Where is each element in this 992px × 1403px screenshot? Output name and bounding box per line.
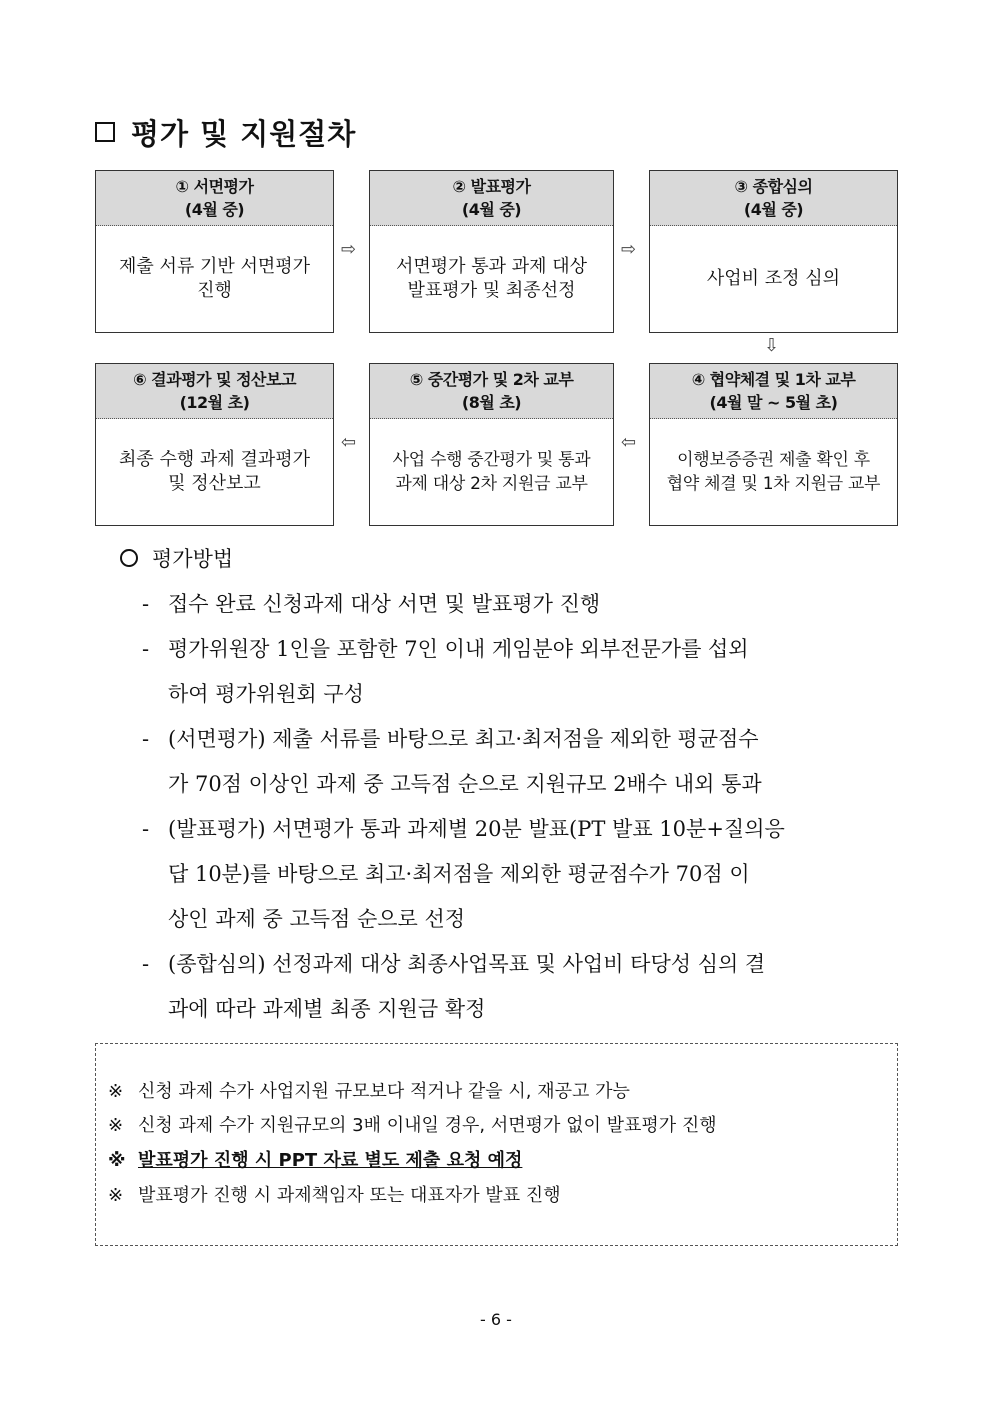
step-period: (8월 초): [461, 393, 522, 412]
step-header: [96, 171, 333, 226]
step-heading: ① 서면평가: [175, 177, 254, 196]
method-item-3-cont: 가 70점 이상인 과제 중 고득점 순으로 지원규모 2배수 내외 통과: [168, 772, 762, 796]
step-header: [370, 171, 613, 226]
method-item-5: - (종합심의) 선정과제 대상 최종사업목표 및 사업비 타당성 심의 결: [142, 952, 766, 976]
step-heading: ④ 협약체결 및 1차 교부: [691, 370, 856, 389]
method-heading: [120, 543, 233, 573]
page-number: - 6 -: [480, 1310, 512, 1329]
section-title-text: 평가 및 지원절차: [131, 116, 357, 151]
left-arrow-icon: ⇦: [621, 432, 637, 453]
right-arrow-icon: ⇨: [341, 239, 357, 260]
step-header: [96, 364, 333, 419]
step-description: 사업 수행 중간평가 및 통과 과제 대상 2차 지원금 교부: [392, 450, 591, 494]
step-heading: ⑤ 중간평가 및 2차 교부: [409, 370, 574, 389]
step-header: [650, 364, 897, 419]
method-item-4-cont: 상인 과제 중 고득점 순으로 선정: [168, 907, 466, 931]
process-step-1: [95, 170, 334, 333]
step-period: (4월 중): [461, 200, 522, 219]
step-heading: ③ 종합심의: [734, 177, 813, 196]
method-item-1: - 접수 완료 신청과제 대상 서면 및 발표평가 진행: [142, 592, 601, 616]
step-description: 이행보증증권 제출 확인 후 협약 체결 및 1차 지원금 교부: [666, 450, 881, 494]
step-heading: ② 발표평가: [452, 177, 531, 196]
note-item-emphasis: ※ 발표평가 진행 시 PPT 자료 별도 제출 요청 예정: [108, 1150, 523, 1171]
note-item: ※ 신청 과제 수가 지원규모의 3배 이내일 경우, 서면평가 없이 발표평가 진행: [108, 1115, 717, 1136]
process-step-4: [649, 363, 898, 526]
step-description: 최종 수행 과제 결과평가 및 정산보고: [118, 449, 311, 494]
method-item-4-cont: 답 10분)를 바탕으로 최고·최저점을 제외한 평균점수가 70점 이: [168, 862, 750, 886]
method-item-5-cont: 과에 따라 과제별 최종 지원금 확정: [168, 997, 486, 1021]
step-period: (4월 말 ~ 5월 초): [709, 393, 838, 412]
method-item-2-cont: 하여 평가위원회 구성: [168, 682, 364, 706]
process-step-3: [649, 170, 898, 333]
section-title: [95, 110, 356, 154]
notes-box: [95, 1043, 898, 1246]
step-header: [370, 364, 613, 419]
down-arrow-icon: ⇩: [764, 335, 780, 356]
note-item: ※ 신청 과제 수가 사업지원 규모보다 적거나 같을 시, 재공고 가능: [108, 1081, 630, 1102]
method-item-2: - 평가위원장 1인을 포함한 7인 이내 게임분야 외부전문가를 섭외: [142, 637, 749, 661]
step-description: 제출 서류 기반 서면평가 진행: [118, 256, 311, 301]
step-header: [650, 171, 897, 226]
step-description: 사업비 조정 심의: [706, 268, 841, 289]
process-step-2: [369, 170, 614, 333]
process-step-5: [369, 363, 614, 526]
process-step-6: [95, 363, 334, 526]
step-period: (4월 중): [743, 200, 804, 219]
left-arrow-icon: ⇦: [341, 432, 357, 453]
step-period: (12월 초): [179, 393, 250, 412]
right-arrow-icon: ⇨: [621, 239, 637, 260]
step-description: 서면평가 통과 과제 대상 발표평가 및 최종선정: [395, 256, 588, 301]
circle-bullet-icon: [120, 549, 138, 567]
step-heading: ⑥ 결과평가 및 정산보고: [133, 370, 296, 389]
note-item: ※ 발표평가 진행 시 과제책임자 또는 대표자가 발표 진행: [108, 1185, 561, 1206]
square-bullet-icon: [95, 122, 115, 142]
method-item-3: - (서면평가) 제출 서류를 바탕으로 최고·최저점을 제외한 평균점수: [142, 727, 759, 751]
step-period: (4월 중): [184, 200, 245, 219]
method-item-4: - (발표평가) 서면평가 통과 과제별 20분 발표(PT 발표 10분+질의응: [142, 817, 785, 841]
method-heading-text: 평가방법: [152, 547, 234, 571]
